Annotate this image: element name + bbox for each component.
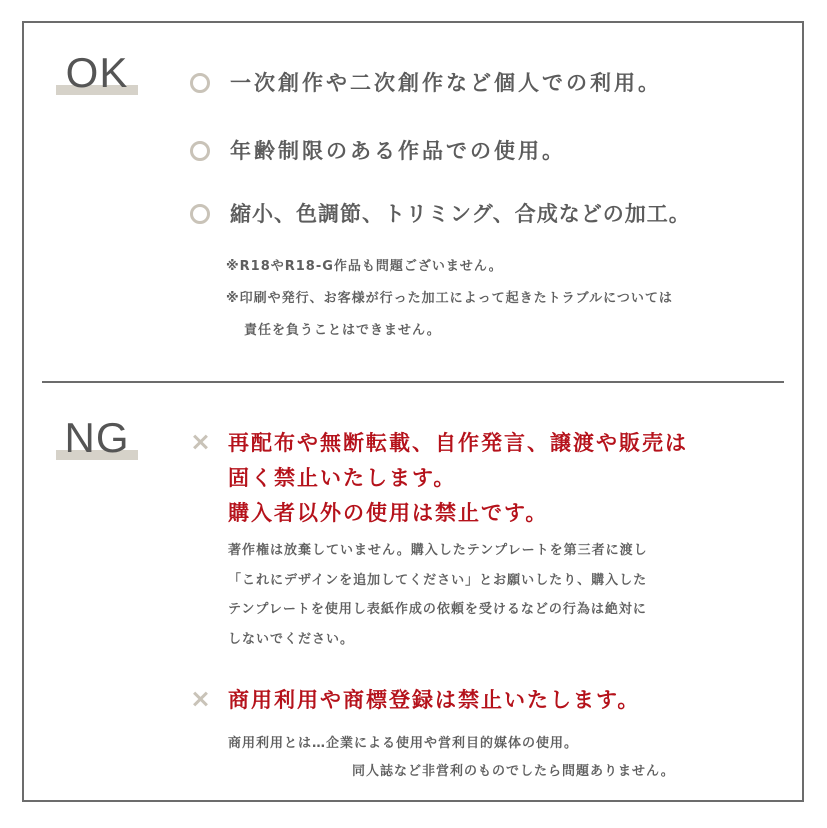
ok-item-text: 縮小、色調節、トリミング、合成などの加工。	[230, 202, 691, 226]
ok-item-text: 年齢制限のある作品での使用。	[230, 139, 566, 163]
ng-label	[56, 414, 138, 461]
ok-item-1	[190, 68, 662, 98]
ng-note-3: テンプレートを使用し表紙作成の依頼を受けるなどの行為は絶対に	[228, 602, 647, 617]
section-divider	[42, 381, 784, 383]
ng-note-2: 「これにデザインを追加してください」とお願いしたり、購入した	[228, 573, 648, 588]
circle-icon	[190, 141, 210, 161]
ng-note-1: 著作権は放棄していません。購入したテンプレートを第三者に渡し	[228, 543, 648, 558]
ok-item-3	[190, 199, 691, 229]
ok-note-2: ※印刷や発行、お客様が行った加工によって起きたトラブルについては	[226, 291, 673, 306]
ok-label	[56, 49, 138, 96]
ok-note-3: 責任を負うことはできません。	[244, 323, 441, 338]
circle-icon	[190, 204, 210, 224]
ng-label-text: NG	[64, 414, 130, 461]
cross-icon	[190, 432, 210, 452]
ok-item-text: 一次創作や二次創作など個人での利用。	[230, 71, 662, 95]
ng-item-text: 固く禁止いたします。	[228, 466, 457, 490]
ng-item-text: 再配布や無断転載、自作発言、譲渡や販売は	[228, 431, 688, 455]
ng-item-1	[190, 426, 688, 531]
ng-item-text: 購入者以外の使用は禁止です。	[228, 501, 549, 525]
ng-note-5: 商用利用とは…企業による使用や営利目的媒体の使用。	[228, 736, 579, 751]
ng-item-2	[190, 683, 640, 718]
ng-note-6: 同人誌など非営利のものでしたら問題ありません。	[352, 764, 675, 779]
ng-item-text: 商用利用や商標登録は禁止いたします。	[228, 688, 641, 712]
ng-note-4: しないでください。	[228, 632, 355, 647]
ok-note-1: ※R18やR18-G作品も問題ございません。	[226, 259, 503, 274]
ok-item-2	[190, 136, 566, 166]
ng-item-1-lines	[228, 426, 688, 531]
circle-icon	[190, 73, 210, 93]
cross-icon	[190, 689, 210, 709]
ok-label-text: OK	[65, 49, 129, 96]
